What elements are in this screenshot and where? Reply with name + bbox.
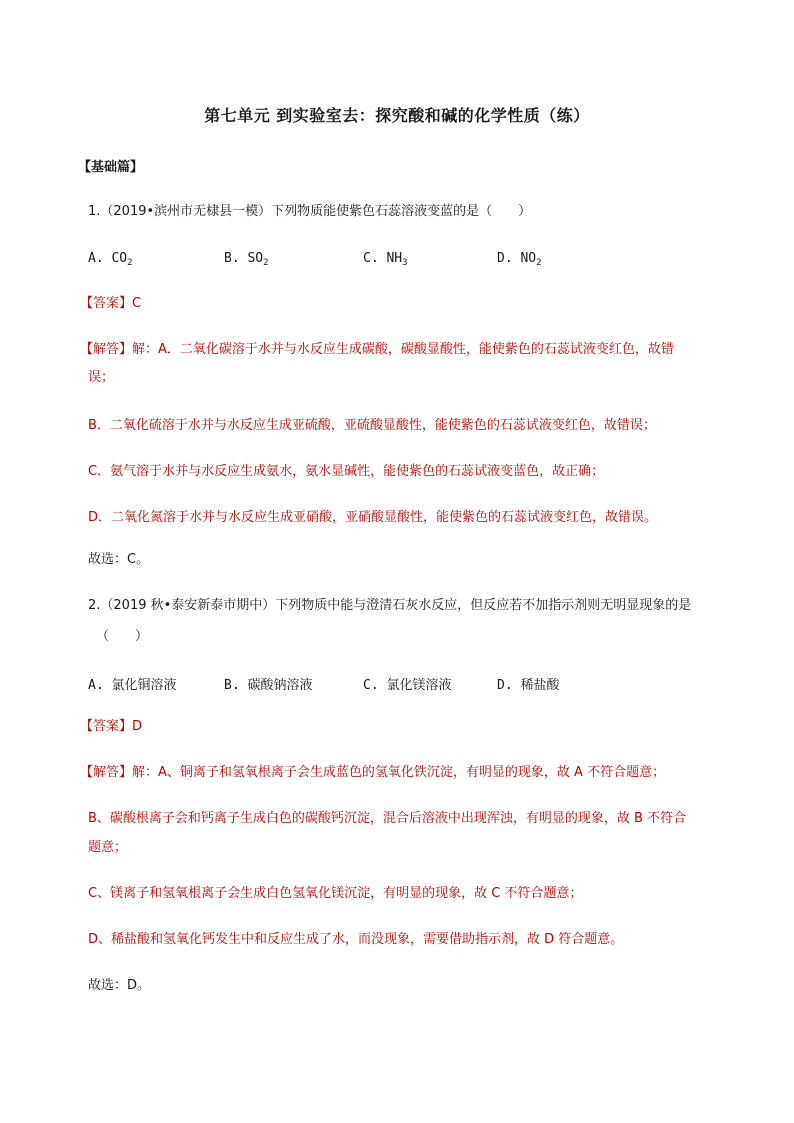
q2-stem-line-2: （ ）	[96, 629, 149, 644]
q1-stem: 1.（2019•滨州市无棣县一模）下列物质能使紫色石蕊溶液变蓝的是（ ）	[88, 204, 532, 219]
q2-option-c: C. 氯化镁溶液	[363, 678, 452, 693]
q2-answer: 【答案】D	[80, 719, 143, 734]
q2-option-b: B. 碳酸钠溶液	[224, 678, 313, 693]
q1-option-d: D. $NO_2$	[497, 251, 542, 268]
q2-analysis-line-2: B、碳酸根离子会和钙离子生成白色的碳酸钙沉淀，混合后溶液中出现浑浊，有明显的现象，故 B 不符合	[88, 811, 687, 826]
q1-analysis-line-4: C．氨气溶于水并与水反应生成氨水，氨水显碱性，能使紫色的石蕊试液变蓝色，故正确；	[88, 464, 605, 479]
q1-analysis-line-2: 误；	[88, 370, 115, 385]
q2-analysis-line-1: 【解答】解：A、铜离子和氢氧根离子会生成蓝色的氢氧化铁沉淀，有明显的现象，故 A 不符合题意；	[80, 765, 666, 780]
q1-option-b: B. $SO_2$	[224, 251, 269, 268]
q1-analysis-line-1: 【解答】解：A．二氧化碳溶于水并与水反应生成碳酸，碳酸显酸性，能使紫色的石蕊试液变红色，故错	[80, 342, 674, 357]
q2-stem-line-1: 2.（2019 秋•泰安新泰市期中）下列物质中能与澄清石灰水反应，但反应若不加指示剂则无明显现象的是	[88, 598, 692, 613]
q2-option-d: D. 稀盐酸	[497, 678, 560, 693]
q1-choose: 故选：C。	[88, 552, 150, 567]
q2-analysis-line-3: 题意；	[88, 840, 128, 855]
q2-analysis-line-4: C、镁离子和氢氧根离子会生成白色氢氧化镁沉淀，有明显的现象，故 C 不符合题意；	[88, 886, 583, 901]
section-heading: 【基础篇】	[78, 160, 144, 175]
page-title: 第七单元 到实验室去：探究酸和碱的化学性质（练）	[204, 106, 590, 125]
q1-answer: 【答案】C	[80, 296, 142, 311]
q1-option-c: C. $NH_3$	[363, 251, 408, 268]
q1-analysis-line-3: B．二氧化硫溶于水并与水反应生成亚硫酸，亚硫酸显酸性，能使紫色的石蕊试液变红色，故错误；	[88, 418, 656, 433]
q2-choose: 故选：D。	[88, 978, 151, 993]
q1-analysis-line-5: D．二氧化氮溶于水并与水反应生成亚硝酸，亚硝酸显酸性，能使紫色的石蕊试液变红色，故错误。	[88, 510, 658, 525]
q2-analysis-line-5: D、稀盐酸和氢氧化钙发生中和反应生成了水，而没现象，需要借助指示剂，故 D 符合题意。	[88, 932, 624, 947]
q2-option-a: A. 氯化铜溶液	[88, 678, 177, 693]
q1-option-a: A. $CO_2$	[88, 251, 133, 268]
